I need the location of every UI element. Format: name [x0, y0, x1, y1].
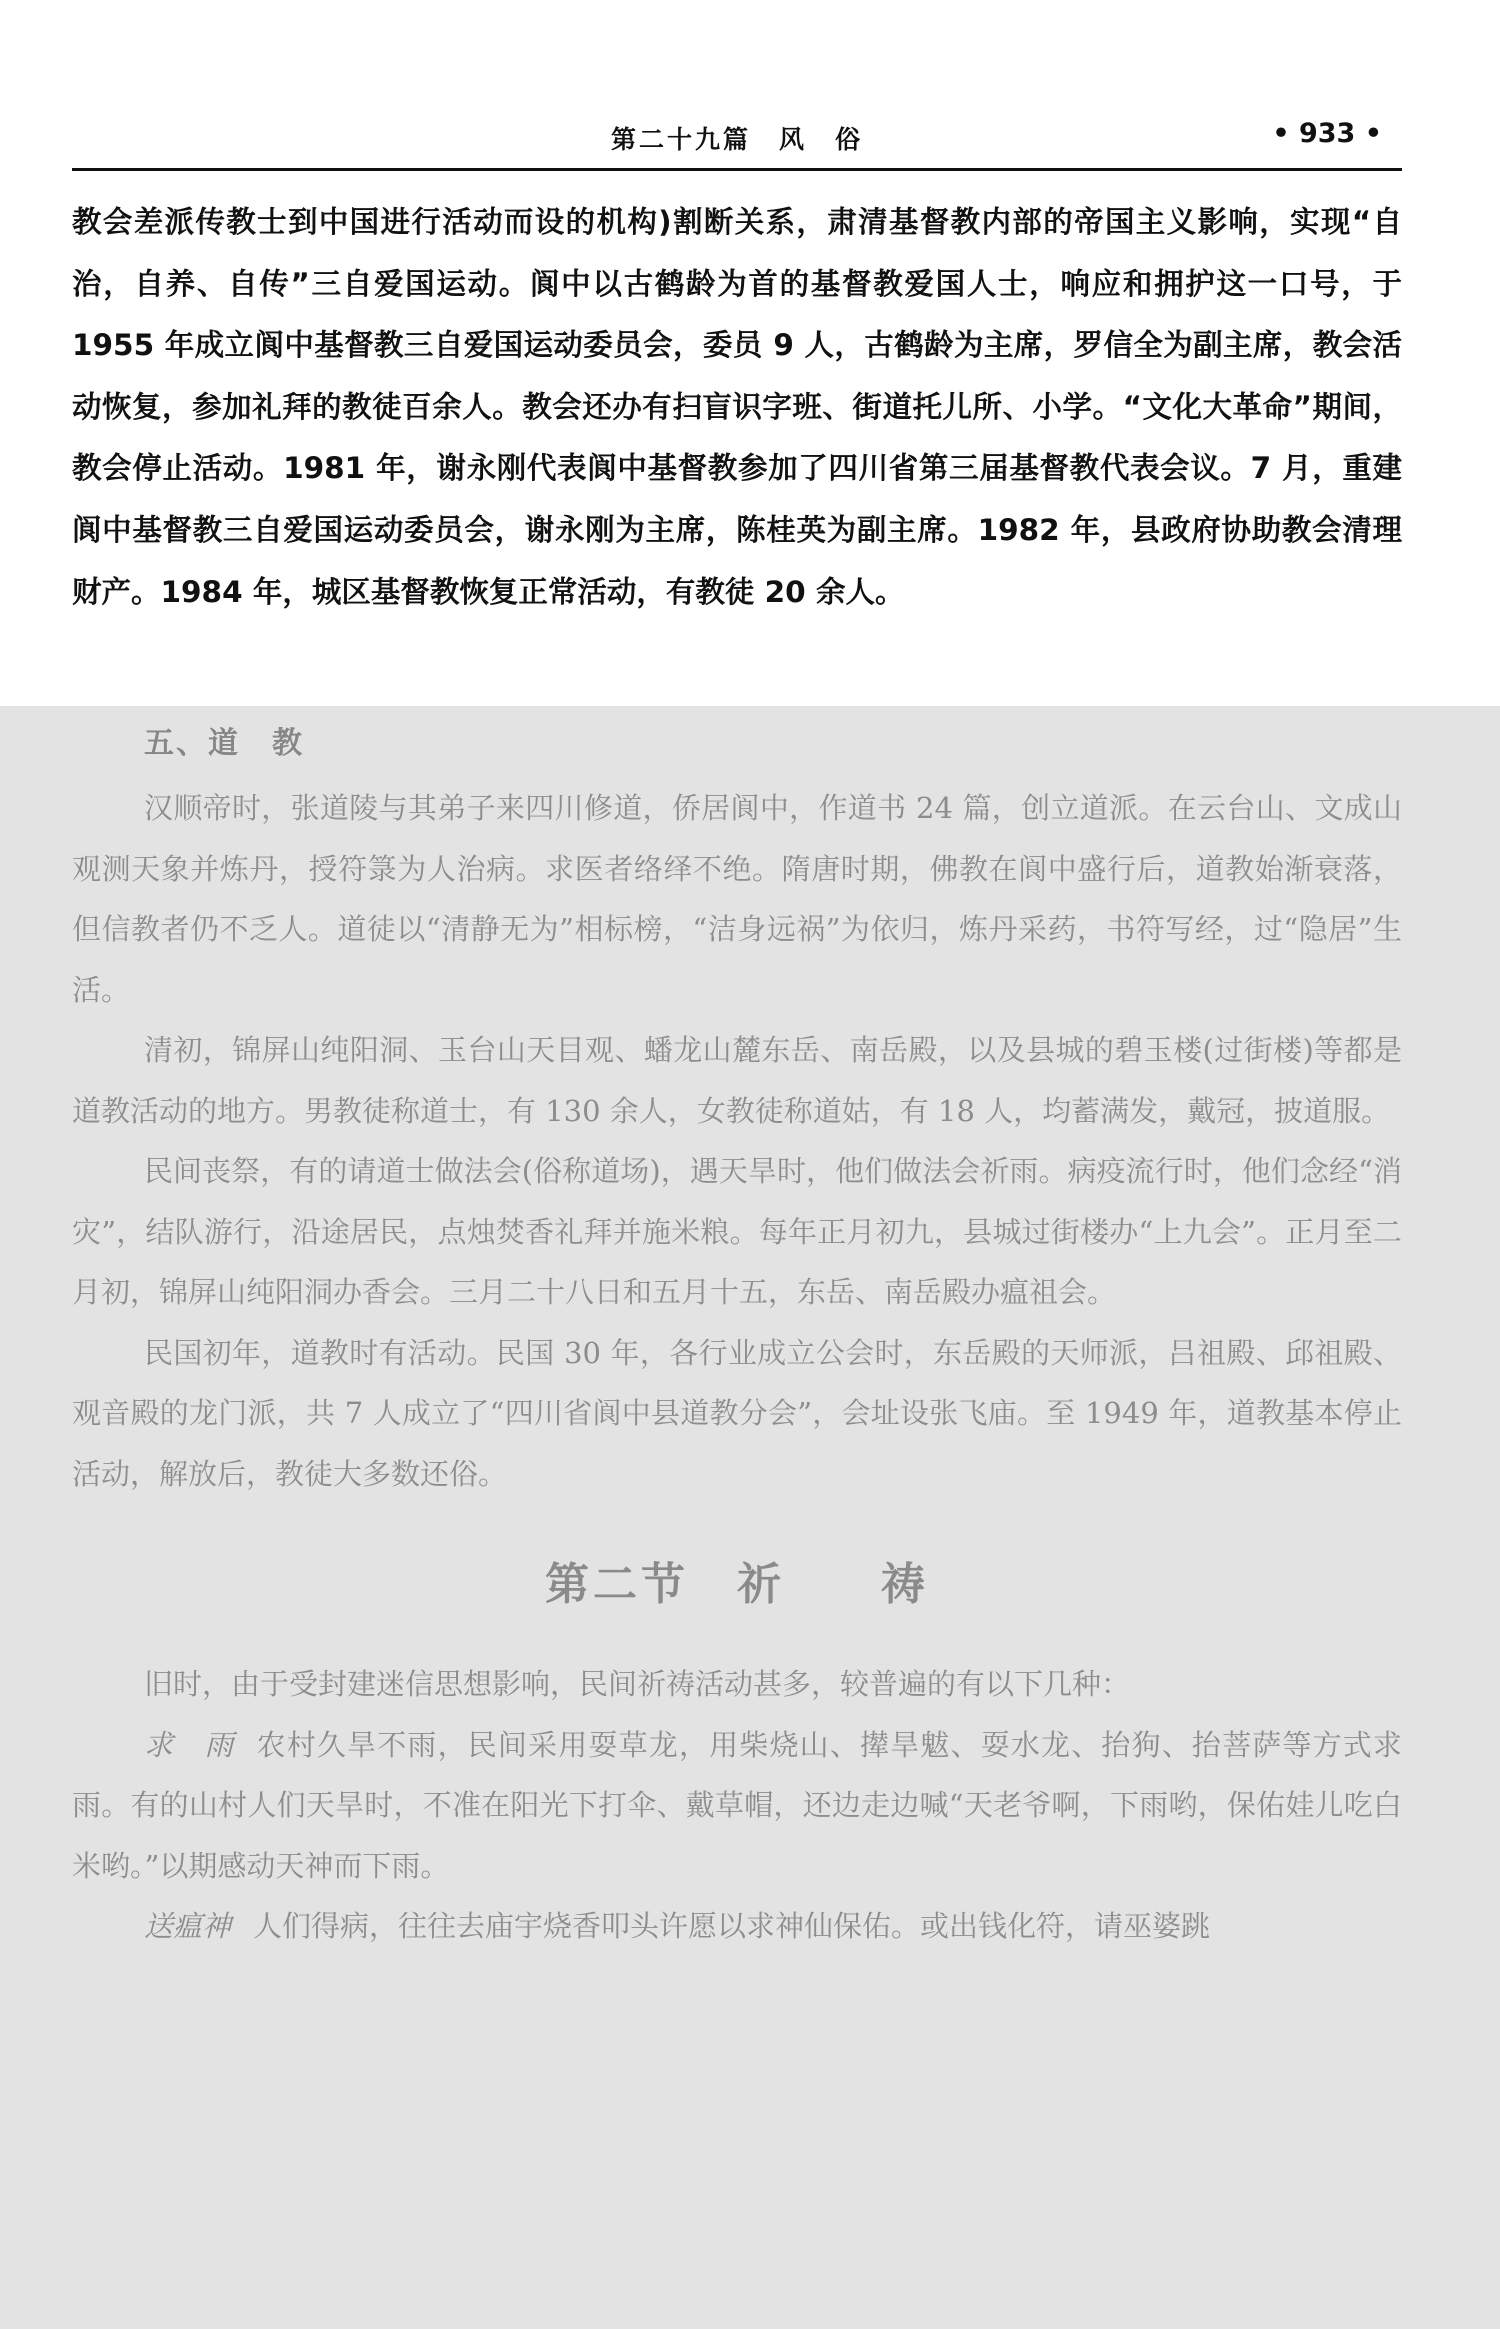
daoism-paragraph-3: 民间丧祭，有的请道士做法会(俗称道场)，遇天旱时，他们做法会祈雨。病疫流行时，他们念经“消灾”，结队游行，沿途居民，点烛焚香礼拜并施米粮。每年正月初九，县城过街楼办“上九会”。正月至二月初，锦屏山纯阳洞办香会。三月二十八日和五月十五，东岳、南岳殿办瘟祖会。	[72, 1154, 1402, 1309]
section-title	[72, 1548, 1402, 1618]
daoism-paragraph-4: 民国初年，道教时有活动。民国 30 年，各行业成立公会时，东岳殿的天师派，吕祖殿、邱祖殿、观音殿的龙门派，共 7 人成立了“四川省阆中县道教分会”，会址设张飞庙。至 1949 年，道教基本停止活动，解放后，教徒大多数还俗。	[72, 1335, 1402, 1491]
prayer-item-rain-lead: 求 雨	[144, 1727, 235, 1762]
prayer-item-plague-text: 人们得病，往往去庙宇烧香叩头许愿以求神仙保佑。或出钱化符，请巫婆跳	[253, 1909, 1211, 1943]
faded-content	[72, 718, 1402, 1957]
daoism-paragraph-2: 清初，锦屏山纯阳洞、玉台山天目观、蟠龙山麓东岳、南岳殿，以及县城的碧玉楼(过街楼)等都是道教活动的地方。男教徒称道士，有 130 余人，女教徒称道姑，有 18 人，均蓄满发，戴冠，披道服。	[72, 1033, 1402, 1128]
prayer-item-plague	[72, 1896, 1402, 1957]
page-header	[72, 112, 1402, 164]
daoism-heading: 五、道 教	[144, 726, 304, 761]
running-title: 第二十九篇 风 俗	[610, 125, 863, 154]
daoism-paragraph-1: 汉顺帝时，张道陵与其弟子来四川修道，侨居阆中，作道书 24 篇，创立道派。在云台山、文成山观测天象并炼丹，授符箓为人治病。求医者络绎不绝。隋唐时期，佛教在阆中盛行后，道教始渐衰落，但信教者仍不乏人。道徒以“清静无为”相标榜，“洁身远祸”为依归，炼丹采药，书符写经，过“隐居”生活。	[72, 791, 1402, 1007]
prayer-item-plague-lead: 送瘟神	[144, 1909, 232, 1943]
continued-paragraph: 教会差派传教士到中国进行活动而设的机构)割断关系，肃清基督教内部的帝国主义影响，实现“自治，自养、自传”三自爱国运动。阆中以古鹤龄为首的基督教爱国人士，响应和拥护这一口号，于 1955 年成立阆中基督教三自爱国运动委员会，委员 9 人，古鹤龄为主席，罗信全为副主席，教会活动恢复，参加礼拜的教徒百余人。教会还办有扫盲识字班、街道托儿所、小学。“文化大革命”期间，教会停止活动。1981 年，谢永刚代表阆中基督教参加了四川省第三届基督教代表会议。7 月，重建阆中基督教三自爱国运动委员会，谢永刚为主席，陈桂英为副主席。1982 年，县政府协助教会清理财产。1984 年，城区基督教恢复正常活动，有教徒 20 余人。	[72, 205, 1402, 609]
section-title-text: 第二节 祈 祷	[545, 1559, 929, 1610]
header-rule	[72, 168, 1402, 171]
prayer-item-rain	[72, 1715, 1402, 1897]
prayer-item-rain-text: 农村久旱不雨，民间采用耍草龙，用柴烧山、撵旱魃、耍水龙、抬狗、抬菩萨等方式求雨。有的山村人们天旱时，不准在阳光下打伞、戴草帽，还边走边喊“天老爷啊，下雨哟，保佑娃儿吃白米哟。”以期感动天神而下雨。	[72, 1727, 1402, 1883]
prayer-intro: 旧时，由于受封建迷信思想影响，民间祈祷活动甚多，较普遍的有以下几种：	[144, 1667, 1131, 1701]
page-number: • 933 •	[1272, 118, 1382, 149]
